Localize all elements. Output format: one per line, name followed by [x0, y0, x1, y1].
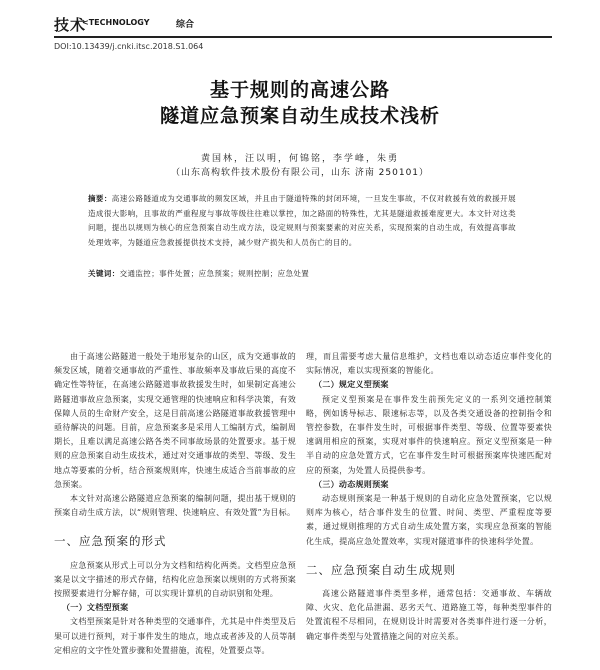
right-paragraph-1: 理，而且需要考虑大量信息维护，文档也难以动态适应事件变化的实际情况，难以实现预案的智能化。	[306, 352, 552, 376]
left-paragraph-1: 由于高速公路隧道一般处于地形复杂的山区，成为交通事故的频发区域，随着交通事故的严重性、事故频率及事故后果的高度不确定性等特征，在高速公路隧道事故救援发生时，如果制定高速公路隧道事故应急预案，实现交通管理的快速响应和科学决策，有效保障人员的生命财产安全，这是目前高速公路隧道事故救援管理中亟待解决的问题。目前，应急预案多是采用人工编制方式，编制周期长，且难以满足高速公路各类不同事故场景的处置要求。基于规则的应急预案自动生成技术，通过对交通事故的类型、等级、发生地点等要素的分析，结合预案规则库，快速生成适合当前事故的应急预案。	[54, 352, 296, 489]
paper-title-line2: 隧道应急预案自动生成技术浅析	[159, 105, 440, 127]
journal-brand-sub: <TECHNOLOGY	[82, 18, 150, 27]
authors: 黄国林，汪以明，何锦铭，李学峰，朱勇	[200, 154, 399, 164]
subsection-heading-3: （三）动态规则预案	[314, 479, 389, 489]
left-column	[54, 350, 296, 658]
keywords-text: 交通监控；事件处置；应急预案；规则控制；应急处置	[119, 269, 310, 278]
journal-brand: 技术	[54, 16, 87, 34]
keywords	[88, 268, 516, 279]
subsection-heading-1: （一）文档型预案	[62, 603, 129, 613]
right-paragraph-4: 高速公路隧道事件类型多样，通常包括：交通事故、车辆故障、火灾、危化品泄漏、恶劣天气、道路施工等，每种类型事件的处置流程不尽相同，在规则设计时需要对各类事件进行逐一分析，确定事件类型与处置措施之间的对应关系。	[306, 589, 552, 641]
left-paragraph-3: 应急预案从形式上可以分为文档和结构化两类。文档型应急预案是以文字描述的形式存储，结构化应急预案以规则的方式将预案按照要素进行分解存储，可以实现计算机的自动识别和处理。	[54, 560, 296, 599]
journal-section: 综合	[176, 20, 195, 30]
header-rule	[54, 36, 552, 38]
right-paragraph-2: 预定义型预案是在事件发生前预先定义的一系列交通控制策略，例如诱导标志、限速标志等，以及各类交通设备的控制指令和管控参数，在事件发生时，可根据事件类型、等级、位置等要素快速调用相应的预案，实现对事件的快速响应。预定义型预案是一种半自动的应急处置方式，它在事件发生时可根据预案库快速匹配对应的预案，为处置人员提供参考。	[306, 394, 552, 475]
left-paragraph-2: 本文针对高速公路隧道应急预案的编制问题，提出基于规则的预案自动生成方法，以“规则管理、快速响应、有效处置”为目标。	[54, 494, 296, 518]
keywords-label: 关键词：	[88, 269, 120, 278]
abstract	[88, 192, 516, 250]
affiliation: （山东高构软件技术股份有限公司，山东 济南 250101）	[170, 168, 430, 178]
right-column	[306, 350, 552, 644]
abstract-text: 高速公路隧道成为交通事故的频发区域，并且由于隧道特殊的封闭环境，一旦发生事故，不仅对救援有效的救援开展造成很大影响，且事故的严重程度与事故等级往往难以掌控，加之路面的特殊性，尤其是隧道救援难度更大。本文针对这类问题，提出以规则为核心的应急预案自动生成方法，设定规则与预案要素的对应关系，实现预案的自动生成，有效提高事故处理效率，为隧道应急救援提供技术支持，减少财产损失和人员伤亡的目的。	[88, 194, 516, 247]
left-paragraph-4: 文档型预案是针对各种类型的交通事件，尤其是中件类型及后果可以进行预判，对于事件发生的地点，地点或者涉及的人员等制定相应的文字性处置步骤和处置措施，流程，处置要点等。	[54, 617, 296, 655]
section-heading-2: 二、应急预案自动生成规则	[306, 562, 456, 577]
journal-header	[54, 14, 552, 36]
abstract-label: 摘要：	[88, 194, 112, 203]
doi: DOI:10.13439/j.cnki.itsc.2018.S1.064	[54, 42, 204, 51]
paper-title-line1: 基于规则的高速公路	[209, 79, 390, 101]
section-heading-1: 一、应急预案的形式	[54, 534, 167, 549]
subsection-heading-2: （二）规定义型预案	[314, 380, 389, 390]
right-paragraph-3: 动态规则预案是一种基于规则的自动化应急处置预案，它以规则库为核心，结合事件发生的位置、时间、类型、严重程度等要素，通过规则推理的方式自动生成处置方案，实现应急预案的智能化生成，提高应急处置效率，实现对隧道事件的快速科学处置。	[306, 494, 552, 546]
